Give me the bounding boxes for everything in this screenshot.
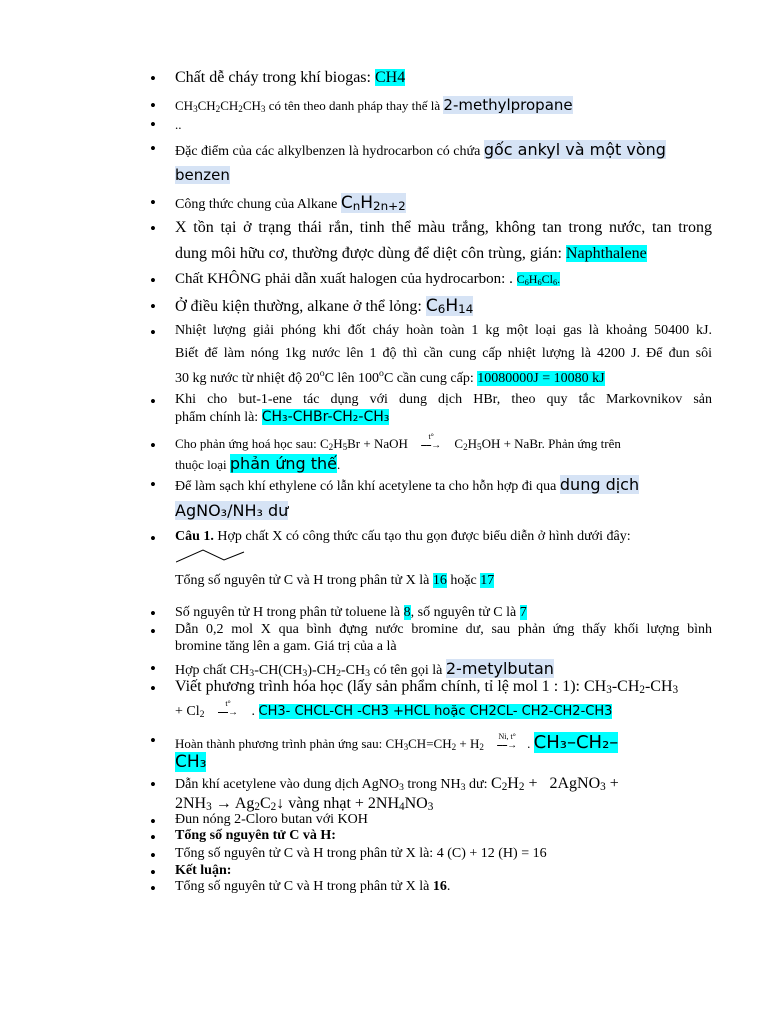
answer-highlight: Naphthalene (565, 245, 647, 262)
answer-highlight: $C_nH_{2n+2}$ (340, 193, 406, 213)
answer-highlight: 2-metylbutan (445, 659, 554, 678)
item-substitution: Cho phản ứng hoá học sau: $C_2H_5Br$ + NaOH t° ⎯⎯→ $C_2H_5OH$ + NaBr. Phản ứng trên (175, 432, 621, 452)
answer-highlight: 2-methylpropane (443, 96, 573, 114)
answer-highlight: benzen (175, 166, 230, 184)
item-koh: Đun nóng 2-Cloro butan với KOH (175, 812, 368, 827)
answer-highlight: 17 (480, 573, 495, 588)
bullet: • (150, 297, 156, 316)
bullet: • (150, 193, 156, 212)
item-iupac-name: $CH_3CH_2CH_2CH_3$ có tên theo danh pháp thay thế là 2-methylpropane (175, 96, 573, 114)
answer-highlight: CH₃-CHBr-CH₂-CH₃ (261, 409, 390, 425)
bullet: • (150, 828, 156, 847)
item-alkylbenzen: Đặc điểm của các alkylbenzen là hydrocarbon có chứa gốc ankyl và một vòng (175, 140, 666, 159)
bullet: • (150, 436, 156, 455)
answer-highlight: $C_6H_6Cl_6$. (516, 272, 561, 287)
answer-highlight: CH₃ (175, 752, 207, 772)
bullet: • (150, 96, 156, 115)
bullet: • (150, 139, 156, 158)
answer-highlight: 8 (403, 605, 411, 620)
item-total-heading: Tổng số nguyên tử C và H: (175, 828, 336, 843)
bullet: • (150, 659, 156, 678)
reaction-arrow: t° ⎯⎯→ (218, 699, 239, 718)
item-heat-calc: Nhiệt lượng giải phóng khi đốt cháy hoàn toàn 1 kg một loại gas là khoảng 50400 kJ. (175, 323, 712, 338)
reaction-arrow: t° ⎯⎯→ (421, 432, 442, 451)
bullet: • (150, 879, 156, 898)
answer-highlight: gốc ankyl và một vòng (483, 140, 666, 159)
bullet: • (150, 529, 156, 548)
bullet: • (150, 69, 156, 88)
answer-highlight: phản ứng thế (229, 454, 337, 473)
answer-highlight: 7 (519, 605, 527, 620)
item-toluene: Số nguyên tử H trong phân tử toluene là 8, số nguyên tử C là 7 (175, 605, 527, 620)
bullet: • (150, 475, 156, 494)
bullet: • (150, 622, 156, 641)
bullet: • (150, 271, 156, 290)
bullet: • (150, 604, 156, 623)
item-question-1: Câu 1. Hợp chất X có công thức cấu tạo thu gọn được biểu diễn ở hình dưới đây: (175, 529, 631, 544)
bullet: • (150, 323, 156, 342)
item-conclusion-heading: Kết luận: (175, 863, 232, 878)
item-bromine: Dẫn 0,2 mol X qua bình đựng nước bromine dư, sau phản ứng thấy khối lượng bình (175, 622, 712, 637)
bullet: • (150, 846, 156, 865)
bullet: • (150, 679, 156, 698)
answer-highlight: CH4 (374, 69, 406, 86)
answer-highlight: 16 (432, 573, 447, 588)
item-hydrogenation: Hoàn thành phương trình phản ứng sau: $CH_3CH=CH_2 + H_2$ Ni, t° ⎯⎯→ . CH₃–CH₂– (175, 732, 619, 753)
answer-highlight: AgNO₃/NH₃ dư (175, 501, 289, 520)
item-naphthalene: X tồn tại ở trạng thái rắn, tinh thể màu trắng, không tan trong nước, tan trong (175, 219, 712, 236)
bullet: • (150, 219, 156, 238)
answer-highlight: CH3- CHCL-CH -CH3 +HCL hoặc CH2CL- CH2-CH2-CH3 (258, 704, 613, 719)
bullet: • (150, 115, 156, 134)
item-dots: .. (175, 117, 182, 132)
item-markovnikov: Khi cho but-1-ene tác dụng với dung dịch HBr, theo quy tắc Markovnikov sản (175, 392, 712, 407)
bullet: • (150, 731, 156, 750)
item-total-calc: Tổng số nguyên tử C và H trong phân tử X là: 4 (C) + 12 (H) = 16 (175, 846, 547, 861)
answer-highlight: 10080000J = 10080 kJ (477, 371, 605, 386)
answer-highlight: dung dịch (559, 475, 640, 494)
reaction-arrow: Ni, t° ⎯⎯→ (497, 732, 518, 751)
skeletal-structure-image (176, 548, 256, 564)
bullet: • (150, 863, 156, 882)
item-not-halogen: Chất KHÔNG phải dẫn xuất halogen của hydrocarbon: . $C_6H_6Cl_6$. (175, 271, 561, 287)
answer-highlight: CH₃–CH₂– (533, 732, 619, 753)
item-chlorination: Viết phương trình hóa học (lấy sản phẩm chính, tỉ lệ mol 1 : 1): $CH_3-CH_2-CH_3$ (175, 678, 679, 696)
item-biogas: Chất dễ cháy trong khí biogas: CH4 (175, 69, 406, 86)
item-silver-acetylide: Dẫn khí acetylene vào dung dịch AgNO$_3$ trong $NH_3$ dư: $C_2H_2$ + 2AgNO$_3$ + (175, 775, 619, 793)
item-liquid-alkane: Ở điều kiện thường, alkane ở thể lỏng: $C_6H_{14}$ (175, 296, 474, 316)
bullet: • (150, 775, 156, 794)
item-conclusion: Tổng số nguyên tử C và H trong phân tử X là 16. (175, 879, 451, 894)
bullet: • (150, 812, 156, 831)
answer-highlight: $C_6H_{14}$ (425, 296, 474, 316)
item-atom-count: Tổng số nguyên tử C và H trong phân tử X là 16 hoặc 17 (175, 573, 495, 588)
bullet: • (150, 392, 156, 411)
item-alkane-formula: Công thức chung của Alkane $C_nH_{2n+2}$ (175, 193, 406, 213)
item-acetylene-clean: Để làm sạch khí ethylene có lẫn khí acetylene ta cho hỗn hợp đi qua dung dịch (175, 475, 640, 494)
item-compound-name: Hợp chất $CH_3-CH(CH_3)-CH_2-CH_3$ có tên gọi là 2-metylbutan (175, 659, 554, 679)
